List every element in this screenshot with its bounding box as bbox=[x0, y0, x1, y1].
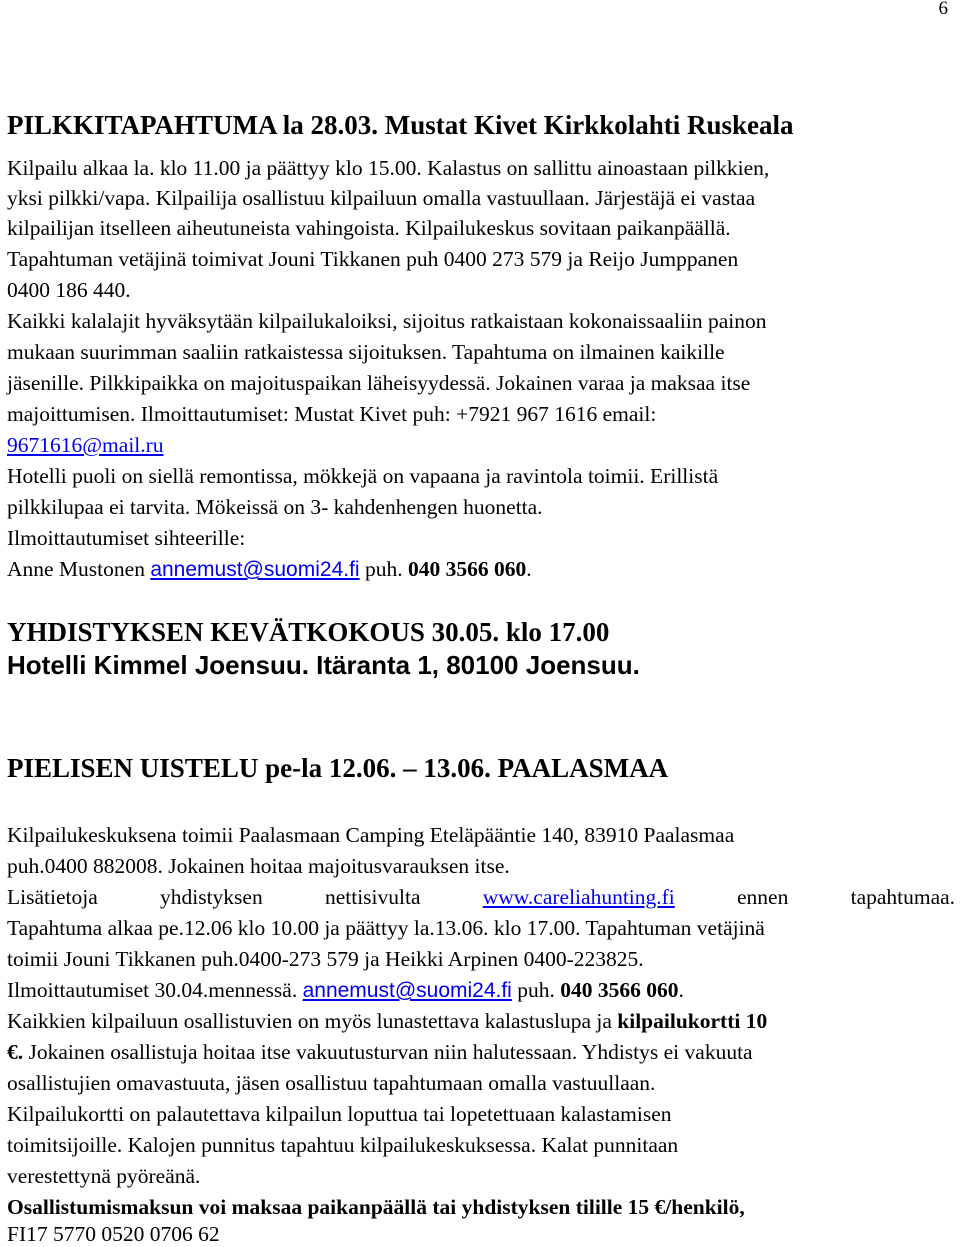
event1-contact-line bbox=[7, 556, 532, 583]
event2-line-3 bbox=[7, 884, 955, 910]
meeting-location: Hotelli Kimmel Joensuu. Itäranta 1, 80100 Joensuu. bbox=[7, 650, 640, 680]
event2-line-14: FI17 5770 0520 0706 62 bbox=[7, 1222, 220, 1246]
event2-line-6 bbox=[7, 977, 684, 1004]
line7-pre: Kaikkien kilpailuun osallistuvien on myös lunastettava kalastuslupa ja bbox=[7, 1009, 618, 1033]
page-number: 6 bbox=[938, 0, 948, 19]
event2-line-9: osallistujien omavastuuta, jäsen osallistuu tapahtumaan omalla vastuullaan. bbox=[7, 1071, 656, 1095]
word-ennen: ennen bbox=[737, 885, 789, 909]
meeting-title: YHDISTYKSEN KEVÄTKOKOUS 30.05. klo 17.00 bbox=[7, 617, 610, 647]
event2-line-7 bbox=[7, 1008, 767, 1034]
event1-line-5: 0400 186 440. bbox=[7, 278, 131, 302]
line7-bold: kilpailukortti 10 bbox=[617, 1009, 768, 1033]
line6-puh: puh. bbox=[511, 978, 561, 1002]
event2-line-4: Tapahtuma alkaa pe.12.06 klo 10.00 ja päättyy la.13.06. klo 17.00. Tapahtuman vetäjinä bbox=[7, 916, 765, 940]
line6-end: . bbox=[678, 978, 684, 1002]
event1-line-10: Hotelli puoli on siellä remontissa, mökkejä on vapaana ja ravintola toimii. Erillistä bbox=[7, 464, 719, 488]
line6-pre: Ilmoittautumiset 30.04.mennessä. bbox=[7, 978, 303, 1002]
event1-title: PILKKITAPAHTUMA la 28.03. Mustat Kivet Kirkkolahti Ruskeala bbox=[7, 110, 794, 140]
event2-line-2: puh.0400 882008. Jokainen hoitaa majoitusvarauksen itse. bbox=[7, 854, 510, 878]
event1-line-7: mukaan suurimman saaliin ratkaistessa sijoituksen. Tapahtuma on ilmainen kaikille bbox=[7, 340, 725, 364]
word-nettisivulta: nettisivulta bbox=[324, 885, 421, 909]
word-lisatietoja: Lisätietoja bbox=[7, 885, 98, 909]
event1-line-11: pilkkilupaa ei tarvita. Mökeissä on 3- kahdenhengen huonetta. bbox=[7, 495, 543, 519]
word-tapahtumaa: tapahtumaa. bbox=[850, 885, 956, 909]
contact-puh-label: puh. bbox=[359, 557, 408, 581]
event2-title: PIELISEN UISTELU pe-la 12.06. – 13.06. PAALASMAA bbox=[7, 753, 669, 783]
event1-line-3: kilpailijan itselleen aiheutuneista vahingoista. Kilpailukeskus sovitaan paikanpäällä. bbox=[7, 216, 731, 240]
contact-end: . bbox=[526, 557, 532, 581]
line6-phone: 040 3566 060 bbox=[560, 978, 679, 1002]
event2-line-5: toimii Jouni Tikkanen puh.0400-273 579 ja Heikki Arpinen 0400-223825. bbox=[7, 947, 644, 971]
word-yhdistyksen: yhdistyksen bbox=[159, 885, 263, 909]
line8-rest: Jokainen osallistuja hoitaa itse vakuutusturvan niin halutessaan. Yhdistys ei vakuuta bbox=[23, 1040, 753, 1064]
event2-line-13: Osallistumismaksun voi maksaa paikanpäällä tai yhdistyksen tilille 15 €/henkilö, bbox=[7, 1195, 745, 1219]
event1-line-4: Tapahtuman vetäjinä toimivat Jouni Tikkanen puh 0400 273 579 ja Reijo Jumppanen bbox=[7, 247, 739, 271]
website-link[interactable]: www.careliahunting.fi bbox=[482, 885, 675, 909]
event1-line-2: yksi pilkki/vapa. Kilpailija osallistuu kilpailuun omalla vastuullaan. Järjestäjä ei vastaa bbox=[7, 186, 756, 210]
event2-line-12: verestettynä pyöreänä. bbox=[7, 1164, 201, 1188]
event1-line-9: majoittumisen. Ilmoittautumiset: Mustat Kivet puh: +7921 967 1616 email: bbox=[7, 402, 657, 426]
event1-email-line bbox=[7, 432, 164, 458]
event1-line-6: Kaikki kalalajit hyväksytään kilpailukaloiksi, sijoitus ratkaistaan kokonaissaaliin painon bbox=[7, 309, 767, 333]
event1-line-1: Kilpailu alkaa la. klo 11.00 ja päättyy klo 15.00. Kalastus on sallittu ainoastaan pilkkien, bbox=[7, 156, 770, 180]
event2-line-11: toimitsijoille. Kalojen punnitus tapahtuu kilpailukeskuksessa. Kalat punnitaan bbox=[7, 1133, 679, 1157]
event1-line-12: Ilmoittautumiset sihteerille: bbox=[7, 526, 246, 550]
event2-line-8 bbox=[7, 1039, 753, 1065]
contact-name: Anne Mustonen bbox=[7, 557, 151, 581]
event1-line-8: jäsenille. Pilkkipaikka on majoituspaikan läheisyydessä. Jokainen varaa ja maksaa itse bbox=[7, 371, 751, 395]
contact-email-link[interactable]: annemust@suomi24.fi bbox=[150, 558, 360, 581]
event1-email-link[interactable]: 9671616@mail.ru bbox=[7, 433, 164, 457]
event2-email-link[interactable]: annemust@suomi24.fi bbox=[302, 979, 512, 1002]
event2-line-1: Kilpailukeskuksena toimii Paalasmaan Camping Eteläpääntie 140, 83910 Paalasmaa bbox=[7, 823, 735, 847]
event2-line-10: Kilpailukortti on palautettava kilpailun loputtua tai lopetettuaan kalastamisen bbox=[7, 1102, 672, 1126]
line8-bold: €. bbox=[7, 1040, 24, 1064]
contact-phone: 040 3566 060 bbox=[407, 557, 527, 581]
